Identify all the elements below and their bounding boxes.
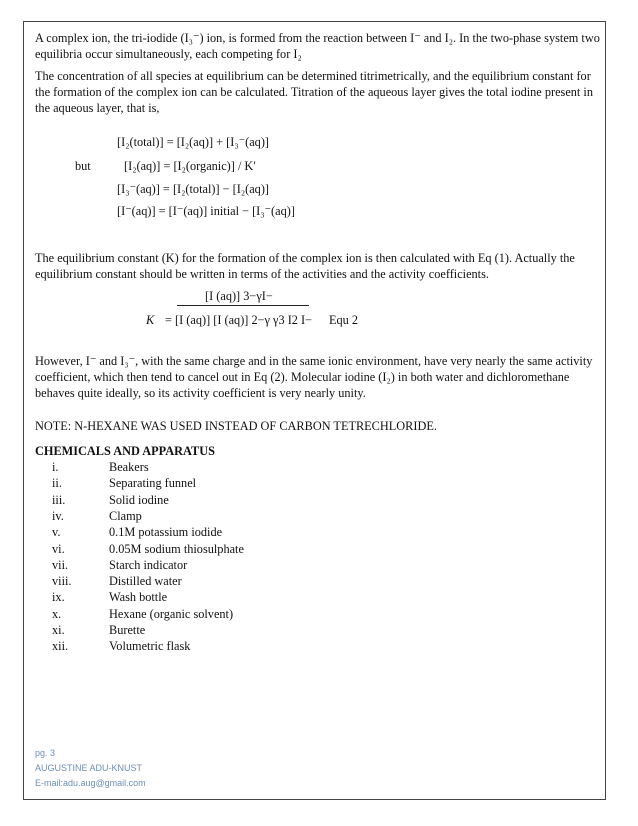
list-item-number: x. [52, 606, 62, 621]
hexane-note: NOTE: N-HEXANE WAS USED INSTEAD OF CARBON TETRECHLORIDE. [35, 419, 437, 433]
list-item-number: vi. [52, 541, 65, 556]
equation-total-iodine: [I₂(total)] = [I₂(aq)] + [I₃⁻(aq)] [117, 135, 270, 149]
list-item-text: Volumetric flask [109, 639, 191, 654]
list-item-number: iv. [52, 508, 64, 523]
list-item-number: v. [52, 525, 61, 540]
footer-author: AUGUSTINE ADU-KNUST [35, 763, 143, 773]
equation-aqueous-iodine: [I₂(aq)] = [I₂(organic)] / K′ [124, 159, 256, 173]
equation-triiodide: [I₃⁻(aq)] = [I₂(total)] − [I₂(aq)] [117, 182, 270, 196]
page-border [23, 21, 606, 800]
equation-iodide: [I⁻(aq)] = [I⁻(aq)] initial − [I₃⁻(aq)] [117, 204, 295, 218]
list-item-number: xi. [52, 623, 65, 637]
but-label: but [75, 159, 91, 173]
list-item-number: i. [52, 460, 59, 474]
list-item-text: Burette [109, 623, 146, 637]
list-item-text: Distilled water [109, 574, 182, 589]
list-item-number: vii. [52, 557, 69, 572]
list-item-text: Solid iodine [109, 492, 169, 507]
list-item-number: xii. [52, 639, 69, 654]
equilibrium-paragraph: The equilibrium constant (K) for the formation of the complex ion is then calculated with Eq (1). Actually the equilibrium constant should be written in terms of the activities and the activity coefficients. [35, 251, 575, 281]
list-item-text: Clamp [109, 508, 142, 523]
list-item-text: 0.1M potassium iodide [109, 525, 223, 540]
list-item-number: viii. [52, 574, 72, 589]
list-item-text: Beakers [109, 460, 149, 474]
list-item-number: iii. [52, 492, 66, 507]
fraction-bar [177, 305, 309, 306]
list-item-number: ix. [52, 590, 65, 605]
footer-email: E-mail:adu.aug@gmail.com [35, 778, 146, 788]
titration-paragraph: The concentration of all species at equilibrium can be determined titrimetrically, and the equilibrium constant for the formation of the complex ion can be calculated. Titration of the aqueous layer gives the total iodine present in the aqueous layer, that is, [35, 69, 593, 115]
intro-paragraph: A complex ion, the tri-iodide (I₃⁻) ion, is formed from the reaction between I⁻ and I₂. In the two-phase system two equilibria occur simultaneously, each competing for I₂ [35, 31, 600, 61]
list-item-text: Wash bottle [109, 590, 168, 605]
list-item-text: Starch indicator [109, 557, 188, 572]
list-item-text: Hexane (organic solvent) [109, 606, 234, 621]
k-symbol: K [146, 313, 155, 327]
list-item-text: Separating funnel [109, 476, 197, 491]
k-denominator: = [I (aq)] [I (aq)] 2−γ γ3 I2 I− [165, 313, 313, 327]
list-item-number: ii. [52, 476, 62, 491]
activity-paragraph: However, I⁻ and I₃⁻, with the same charge and in the same ionic environment, have very nearly the same activity coefficient, which then tend to cancel out in Eq (2). Molecular iodine (I₂) in both water and dichloromethane behaves quite ideally, so its activity coefficient is very nearly unity. [35, 354, 593, 400]
list-item-text: 0.05M sodium thiosulphate [109, 541, 244, 556]
chemicals-apparatus-heading: CHEMICALS AND APPARATUS [35, 444, 215, 458]
k-numerator: [I (aq)] 3−γI− [205, 289, 273, 303]
equation-number-label: Equ 2 [329, 313, 359, 327]
footer-page-number: pg. 3 [35, 748, 56, 758]
